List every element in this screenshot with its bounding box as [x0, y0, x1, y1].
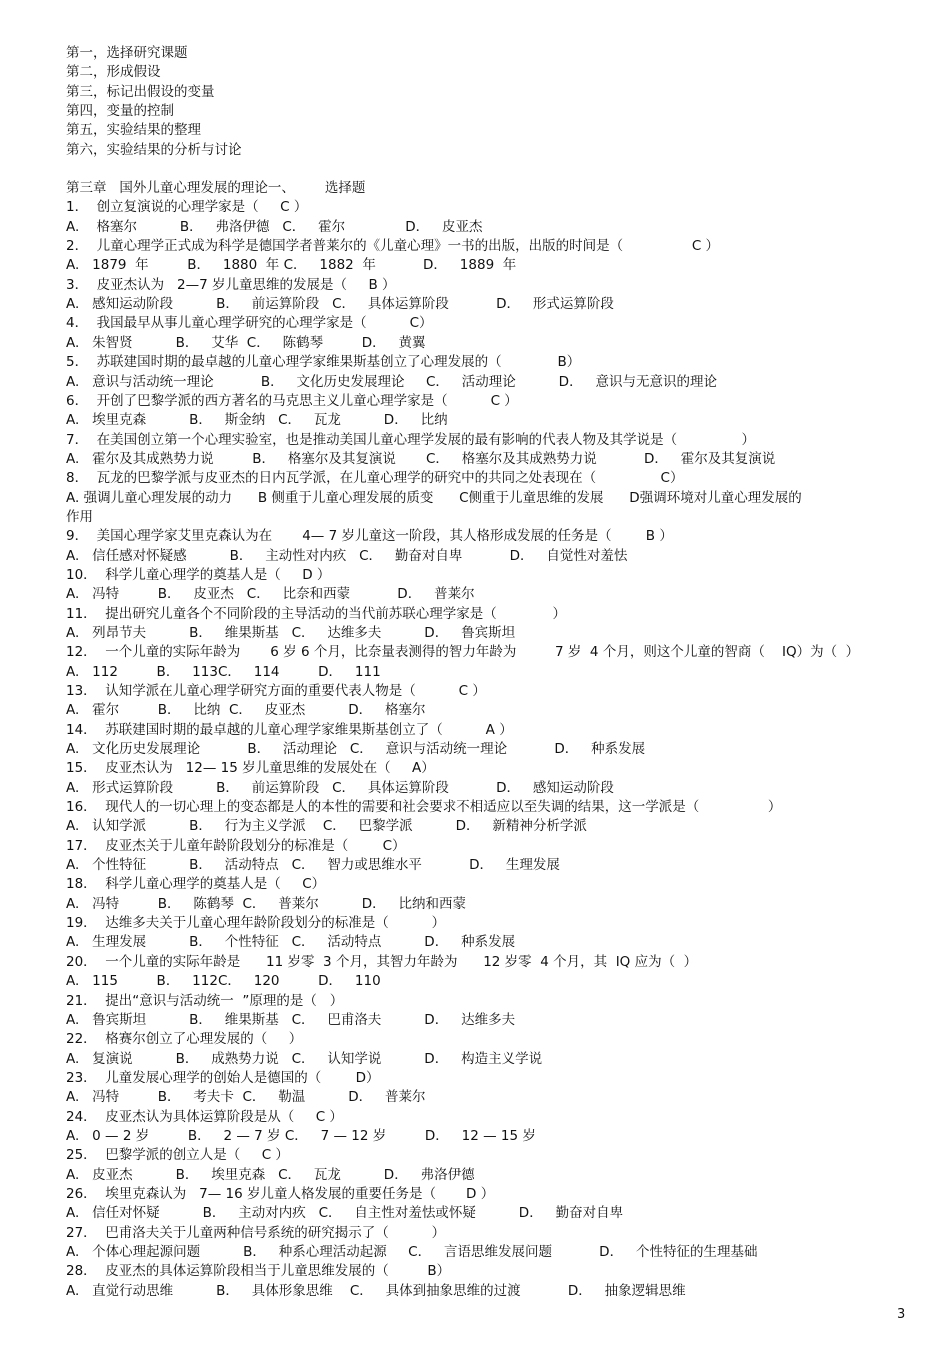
question-line: 20． 一个儿童的实际年龄是 11 岁零 3 个月，其智力年龄为 12 岁零 4 个月，其 IQ 应为（ ）: [66, 953, 698, 970]
question-line: 12． 一个儿童的实际年龄为 6 岁 6 个月，比奈量表测得的智力年龄为 7 岁 4 个月，则这个儿童的智商（ IQ）为（ ）: [66, 644, 860, 661]
question-line: A. 感知运动阶段 B． 前运算阶段 C． 具体运算阶段 D． 形式运算阶段: [66, 296, 614, 313]
question-line: 27． 巴甫洛夫关于儿童两种信号系统的研究揭示了（ ）: [66, 1224, 446, 1241]
question-line: 21． 提出“意识与活动统一 ”原理的是（ ）: [66, 992, 344, 1009]
question-line: 28． 皮亚杰的具体运算阶段相当于儿童思维发展的（ B）: [66, 1263, 451, 1280]
question-line: 5． 苏联建国时期的最卓越的儿童心理学家维果斯基创立了心理发展的（ B）: [66, 354, 581, 371]
question-line: 作用: [66, 508, 93, 525]
section-gap: [66, 160, 926, 179]
question-line: 1． 创立复演说的心理学家是（ C ）: [66, 199, 308, 216]
question-line: 14． 苏联建国时期的最卓越的儿童心理学家维果斯基创立了（ A ）: [66, 721, 513, 738]
question-line: A. 直觉行动思维 B． 具体形象思维 C． 具体到抽象思维的过渡 D． 抽象逻辑思维: [66, 1282, 686, 1299]
question-line: 4． 我国最早从事儿童心理学研究的心理学家是（ C）: [66, 315, 433, 332]
question-line: 11． 提出研究儿童各个不同阶段的主导活动的当代前苏联心理学家是（ ）: [66, 605, 567, 622]
question-line: 8． 瓦龙的巴黎学派与皮亚杰的日内瓦学派，在儿童心理学的研究中的共同之处表现在（ C）: [66, 470, 684, 487]
question-line: 9． 美国心理学家艾里克森认为在 4— 7 岁儿童这一阶段，其人格形成发展的任务是（ B ）: [66, 528, 673, 545]
question-line: 16． 现代人的一切心理上的变态都是人的本性的需要和社会要求不相适应以至失调的结果，这一学派是（ ）: [66, 799, 782, 816]
question-line: 13． 认知学派在儿童心理学研究方面的重要代表人物是（ C ）: [66, 683, 486, 699]
question-line: 26． 埃里克森认为 7— 16 岁儿童人格发展的重要任务是（ D ）: [66, 1185, 495, 1202]
question-line: A. 意识与活动统一理论 B． 文化历史发展理论 C． 活动理论 D． 意识与无意识的理论: [66, 373, 717, 390]
question-line: A. 皮亚杰 B． 埃里克森 C． 瓦龙 D． 弗洛伊德: [66, 1166, 475, 1183]
document-page: [66, 44, 926, 1301]
question-line: A. 1879 年 B． 1880 年 C． 1882 年 D． 1889 年: [66, 257, 517, 274]
question-line: 18． 科学儿童心理学的奠基人是（ C）: [66, 876, 326, 893]
question-line: 24． 皮亚杰认为具体运算阶段是从（ C ）: [66, 1108, 343, 1125]
question-line: A. 信任对怀疑 B． 主动对内疚 C． 自主性对羞怯或怀疑 D． 勤奋对自卑: [66, 1205, 624, 1222]
question-line: A. 冯特 B． 陈鹤琴 C． 普莱尔 D． 比纳和西蒙: [66, 895, 466, 912]
question-line: A. 霍尔 B． 比纳 C． 皮亚杰 D． 格塞尔: [66, 702, 426, 719]
question-line: 19． 达维多夫关于儿童心理年龄阶段划分的标准是（ ）: [66, 915, 446, 932]
question-line: 10． 科学儿童心理学的奠基人是（ D ）: [66, 566, 331, 583]
question-line: 17． 皮亚杰关于儿童年龄阶段划分的标准是（ C）: [66, 837, 406, 854]
question-line: A. 个性特征 B． 活动特点 C． 智力或思维水平 D． 生理发展: [66, 857, 560, 874]
experiment-steps-list: [66, 44, 926, 160]
experiment-step: 第四，变量的控制: [66, 103, 174, 120]
question-line: A. 格塞尔 B． 弗洛伊德 C． 霍尔 D． 皮亚杰: [66, 218, 483, 235]
question-line: 6． 开创了巴黎学派的西方著名的马克思主义儿童心理学家是（ C ）: [66, 392, 518, 409]
question-line: 25． 巴黎学派的创立人是（ C ）: [66, 1147, 289, 1164]
question-list: [66, 198, 926, 1301]
question-line: 22． 格赛尔创立了心理发展的（ ）: [66, 1031, 303, 1048]
question-line: 2． 儿童心理学正式成为科学是德国学者普莱尔的《儿童心理》一书的出版，出版的时间是（ C ）: [66, 238, 720, 255]
question-line: A. 115 B． 112C． 120 D． 110: [66, 973, 381, 990]
question-line: A. 认知学派 B． 行为主义学派 C． 巴黎学派 D． 新精神分析学派: [66, 818, 587, 835]
question-line: A. 埃里克森 B． 斯金纳 C． 瓦龙 D． 比纳: [66, 412, 448, 429]
experiment-step: 第一，选择研究课题: [66, 45, 188, 61]
question-line: A. 112 B． 113C． 114 D． 111: [66, 663, 381, 680]
question-line: A. 文化历史发展理论 B． 活动理论 C． 意识与活动统一理论 D． 种系发展: [66, 741, 646, 758]
question-line: 3． 皮亚杰认为 2—7 岁儿童思维的发展是（ B ）: [66, 276, 396, 293]
question-line: A. 朱智贤 B． 艾华 C． 陈鹤琴 D． 黄翼: [66, 334, 426, 351]
question-line: 23． 儿童发展心理学的创始人是德国的（ D）: [66, 1069, 380, 1086]
experiment-step: 第二，形成假设: [66, 64, 161, 81]
question-line: A. 强调儿童心理发展的动力 B 侧重于儿童心理发展的质变 C侧重于儿童思维的发展 D强调环境对儿童心理发展的: [66, 489, 802, 506]
question-line: 7． 在美国创立第一个心理实验室，也是推动美国儿童心理学发展的最有影响的代表人物及其学说是（ ）: [66, 431, 756, 448]
experiment-step: 第六，实验结果的分析与讨论: [66, 141, 242, 158]
experiment-step: 第五，实验结果的整理: [66, 122, 201, 139]
question-line: A. 冯特 B． 考夫卡 C． 勒温 D． 普莱尔: [66, 1089, 426, 1106]
question-line: A. 冯特 B． 皮亚杰 C． 比奈和西蒙 D． 普莱尔: [66, 586, 475, 603]
question-line: A. 列昂节夫 B． 维果斯基 C． 达维多夫 D． 鲁宾斯坦: [66, 624, 516, 641]
question-line: A. 个体心理起源问题 B． 种系心理活动起源 C． 言语思维发展问题 D． 个性特征的生理基础: [66, 1243, 758, 1260]
question-line: A. 形式运算阶段 B． 前运算阶段 C． 具体运算阶段 D． 感知运动阶段: [66, 779, 614, 796]
question-line: A. 复演说 B． 成熟势力说 C． 认知学说 D． 构造主义学说: [66, 1050, 543, 1067]
chapter-heading: 第三章 国外儿童心理发展的理论一、 选择题: [66, 180, 366, 197]
question-line: A. 0 — 2 岁 B． 2 — 7 岁 C． 7 — 12 岁 D． 12 — 15 岁: [66, 1127, 536, 1144]
question-line: A. 霍尔及其成熟势力说 B． 格塞尔及其复演说 C． 格塞尔及其成熟势力说 D． 霍尔及其复演说: [66, 450, 776, 467]
question-line: A. 鲁宾斯坦 B． 维果斯基 C． 巴甫洛夫 D． 达维多夫: [66, 1011, 516, 1028]
question-line: 15． 皮亚杰认为 12— 15 岁儿童思维的发展处在（ A）: [66, 760, 435, 777]
question-line: A. 生理发展 B． 个性特征 C． 活动特点 D． 种系发展: [66, 934, 516, 951]
page-number: 3: [897, 1307, 906, 1322]
question-line: A. 信任感对怀疑感 B． 主动性对内疚 C． 勤奋对自卑 D． 自觉性对羞怯: [66, 547, 628, 564]
experiment-step: 第三，标记出假设的变量: [66, 83, 215, 100]
